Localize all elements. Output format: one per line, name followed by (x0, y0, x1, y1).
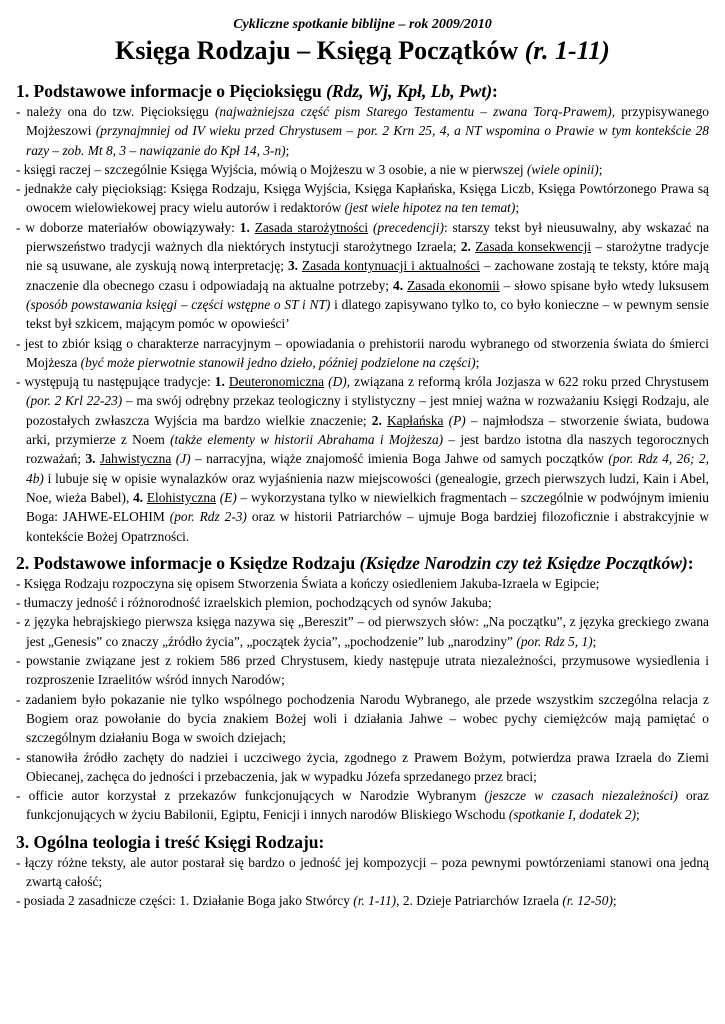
page-title (16, 36, 709, 66)
italic-note: (być może pierwotnie stanowił jedno dzieło, później podzielone na części) (80, 354, 476, 370)
section-heading-text: 1. Podstawowe informacje o Pięcioksięgu (16, 81, 327, 101)
list-item (16, 160, 709, 179)
text-run: - officie autor korzystał z przekazów funkcjonujących w Narodzie Wybranym (16, 788, 485, 804)
italic-note: (jeszcze w czasach niezależności) (484, 788, 678, 804)
text-run: - jednakże cały pięcioksiąg: Księga Rodzaju, Księga Wyjścia, Księga Kapłańska, Księga Liczb, Księga Powtórzonego Prawa są owocem wielowiekowej pracy wielu autorów i redaktorów (16, 181, 709, 216)
section-heading-text: 3. Ogólna teologia i treść Księgi Rodzaju: (16, 831, 325, 852)
section-heading-tail: : (687, 552, 694, 573)
text-run: ; (475, 354, 480, 370)
bold-number: 2. (460, 239, 471, 255)
italic-note: (E) (219, 489, 237, 505)
text-run: - występują tu następujące tradycje: (16, 374, 215, 390)
list-item (16, 218, 709, 334)
italic-note: (najważniejsza część pism Starego Testamentu – zwana Torą-Prawem) (214, 104, 612, 119)
underlined-term: Jahwistyczna (99, 451, 172, 467)
underlined-term: Elohistyczna (146, 489, 216, 505)
list-item (16, 334, 709, 373)
list-item (16, 574, 709, 593)
italic-note: (wiele opinii) (526, 161, 599, 177)
list-item (16, 179, 709, 218)
text-run: - tłumaczy jedność i różnorodność izraelskich plemion, pochodzących od synów Jakuba; (16, 595, 492, 611)
text-run: - z języka hebrajskiego pierwsza księga nazywa się „Bereszit” – od pierwszych słów: „Na początku”, z języka greckiego zwana jest „Genesis” co znaczy „źródło życia”, „początek życia”, „pochodzenie” lub „narodziny” (16, 614, 709, 649)
underlined-term: Zasada ekonomii (407, 277, 500, 293)
bold-number: 1. (239, 219, 250, 235)
text-run: – jest bardzo istotna dla naszych tegorocznych rozważań; (26, 432, 709, 467)
section-heading-1 (16, 80, 709, 102)
text-run: – słowo spisane było wtedy luksusem (499, 277, 709, 293)
text-run: – ma swój odrębny przekaz teologiczny i stylistyczny – jest mniej ważna w rozważaniu Księgi Rodzaju, ale pozostałych zwłaszcza Wyjścia ma bardzo wielkie znaczenie; (26, 393, 709, 428)
text-run: , przypisywanego Mojżeszowi (26, 104, 709, 139)
italic-note: (J) (175, 451, 191, 467)
bullet-list (16, 102, 709, 546)
list-item (16, 612, 709, 651)
text-run: – zachowane zostają te teksty, które mają znaczenie dla obecnego czasu i odpowiadają na aktualne potrzeby; (26, 258, 709, 293)
text-run: – wykorzystana tylko w niewielkich fragmentach – szczególnie w podwójnym imieniu Boga: JAHWE-ELOHIM (26, 489, 709, 525)
list-item (16, 853, 709, 892)
section-heading-2 (16, 552, 709, 574)
text-run: - księgi raczej – szczególnie Księga Wyjścia, mówią o Mojżeszu w 3 osobie, a nie w pierwszej (16, 161, 527, 177)
page-title-ref: (r. 1-11) (524, 36, 610, 65)
italic-note: (jest wiele hipotez na ten temat) (344, 200, 516, 216)
series-kicker: Cykliczne spotkanie biblijne – rok 2009/2010 (233, 17, 492, 32)
text-run: – narracyjna, wiąże znajomość imienia Boga Jahwe od samych początków (190, 451, 609, 467)
list-item (16, 690, 709, 748)
text-run: - w doborze materiałów obowiązywały: (16, 219, 240, 235)
bold-number: 3. (287, 258, 298, 274)
text-run: - Księga Rodzaju rozpoczyna się opisem Stworzenia Świata a kończy osiedleniem Jakuba-Izraela w Egipcie; (16, 575, 600, 591)
text-run: ; (592, 633, 597, 649)
italic-note: (spotkanie I, dodatek 2) (508, 807, 637, 823)
page-title-text: Księga Rodzaju – Księgą Początków (115, 36, 525, 65)
text-run: oraz funkcjonujących w życiu Babilonii, Egiptu, Fenicji i innych narodów Bliskiego Wschodu (26, 788, 709, 823)
italic-note: (r. 1-11) (353, 893, 397, 909)
text-run: : starszy tekst był nieusuwalny, aby wskazać na pierwszeństwo tradycji ważnych dla niektórych instytucji starożytnego Izraela; (26, 219, 709, 255)
bold-number: 2. (371, 412, 382, 428)
list-item (16, 786, 709, 825)
text-run: – najmłodsza – stworzenie świata, budowa arki, przymierze z Noem (26, 412, 709, 448)
text-run: - posiada 2 zasadnicze części: 1. Działanie Boga jako Stwórcy (16, 893, 354, 909)
italic-note: (D) (328, 374, 347, 390)
text-run: ; (515, 200, 520, 216)
underlined-term: Kapłańska (386, 412, 444, 428)
text-run: ; (285, 142, 290, 158)
list-item (16, 748, 709, 787)
text-run: , 2. Dzieje Patriarchów Izraela (396, 893, 563, 909)
section-heading-text: 2. Podstawowe informacje o Księdze Rodzaju (16, 552, 360, 573)
text-run: ; (612, 893, 617, 909)
text-run: - należy ona do tzw. Pięcioksięgu (16, 104, 215, 119)
text-run: ; (636, 807, 640, 823)
document-body (16, 80, 709, 911)
list-item (16, 593, 709, 612)
text-run: - łączy różne teksty, ale autor postarał się bardzo o jedność jej kompozycji – poza pewnymi powtórzeniami stanowi ona jedną zwartą całość; (16, 854, 709, 889)
bold-number: 4. (393, 277, 404, 293)
underlined-term: Zasada konsekwencji (475, 239, 592, 255)
italic-note: (por. Rdz 4, 26; 2, 4b) (26, 451, 709, 486)
text-run: ; (598, 161, 603, 177)
text-run: oraz w historii Patriarchów – ujmuje Boga bardziej filozoficznie i abstrakcyjnie w kontekście Bożej Opatrzności. (26, 509, 710, 544)
text-run: - stanowiła źródło zachęty do nadziei i uczciwego życia, zgodnego z Prawem Bożym, potwierdza prawa Izraela do Ziemi Obiecanej, zachęca do jedności i przebaczenia, jak w wypadku Józefa sprzedanego przez braci; (16, 749, 709, 784)
italic-note: (sposób powstawania księgi – części wstępne o ST i NT) (26, 296, 331, 312)
italic-note: (por. Rdz 5, 1) (516, 633, 593, 649)
italic-note: (por. Rdz 2-3) (169, 509, 247, 525)
italic-note: (precedencji) (373, 219, 444, 235)
list-item (16, 651, 709, 690)
underlined-term: Zasada starożytności (254, 219, 369, 235)
text-run: - jest to zbiór ksiąg o charakterze narracyjnym – opowiadania o prehistorii narodu wybranego od stworzenia świata do śmierci Mojżesza (16, 335, 709, 370)
text-run: – starożytne tradycje nie są usuwane, ale zyskują nową interpretację; (26, 239, 709, 274)
italic-note: (r. 12-50) (562, 893, 613, 909)
text-run: , związana z reformą króla Jozjasza w 622 roku przed Chrystusem (346, 374, 709, 390)
italic-note: (por. 2 Krl 22-23) (26, 393, 123, 409)
list-item (16, 102, 709, 160)
text-run: i lubuje się w opisie wynalazków oraz wyjaśnienia nazw miejscowości (genealogie, grzech pierwszych ludzi, Kain i Abel, Noe, wieża Babel), (26, 470, 709, 505)
italic-note: (P) (448, 412, 466, 428)
underlined-term: Deuteronomiczna (228, 374, 325, 390)
text-run: - powstanie związane jest z rokiem 586 przed Chrystusem, kiedy następuje utrata niezależności, przymusowe wysiedlenia i rozproszenie Izraelitów wśród innych Narodów; (16, 653, 709, 688)
text-run: i dlatego zapisywano tylko to, co było konieczne – w pewnym sensie tekst był szkicem, mającym pomóc w opowieści’ (26, 296, 709, 332)
italic-note: (także elementy w historii Abrahama i Mojżesza) (170, 432, 444, 448)
bold-number: 1. (214, 374, 225, 390)
bold-number: 4. (133, 489, 144, 505)
list-item (16, 891, 709, 910)
section-heading-3 (16, 831, 709, 853)
list-item (16, 372, 709, 546)
italic-note: (przynajmniej od IV wieku przed Chrystusem – por. 2 Krn 25, 4, a NT wspomina o Prawie w tym kontekście 28 razy – zob. Mt 8, 3 – nawiązanie do Kpł 14, 3-n) (26, 123, 709, 158)
bullet-list (16, 853, 709, 911)
section-heading-italic: (Księdze Narodzin czy też Księdze Początków) (359, 552, 688, 573)
underlined-term: Zasada kontynuacji i aktualności (302, 258, 480, 274)
bold-number: 3. (85, 451, 96, 467)
bullet-list (16, 574, 709, 825)
section-heading-italic: (Rdz, Wj, Kpł, Lb, Pwt) (326, 81, 493, 101)
text-run: - zadaniem było pokazanie nie tylko wspólnego pochodzenia Narodu Wybranego, ale przede wszystkim szczególna relacja z Bogiem oraz powołanie do bycia znakiem Bożej woli i działania Jahwe – wobec pychy ciemiężców mają pamiętać o szczególnym działaniu Boga w swoich dziejach; (16, 691, 709, 746)
section-heading-tail: : (492, 81, 498, 101)
